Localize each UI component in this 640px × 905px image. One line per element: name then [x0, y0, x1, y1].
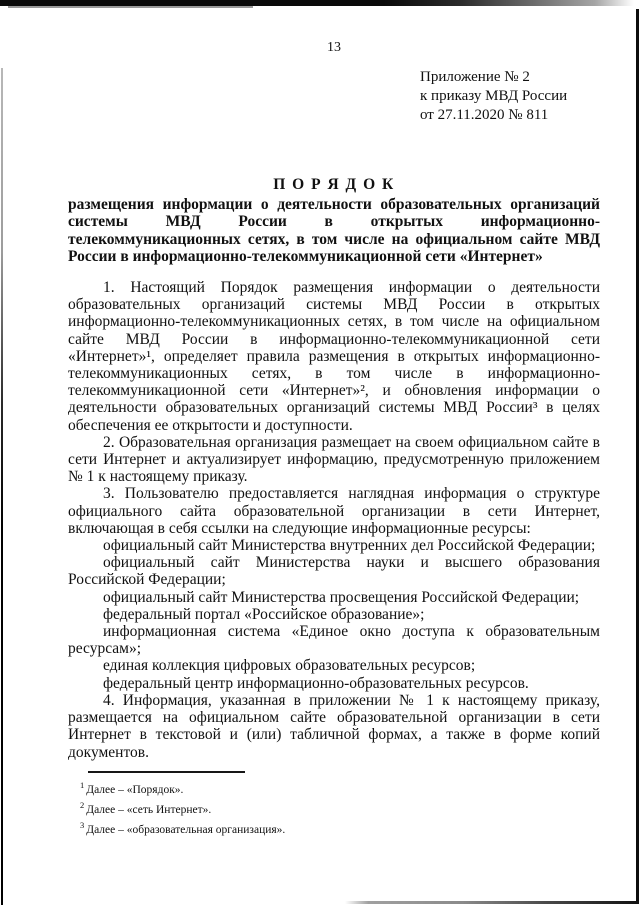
- list-item-resource: официальный сайт Министерства внутренних дел Российской Федерации;: [103, 537, 596, 555]
- footnote-3: [80, 818, 600, 838]
- list-item-resource: информационная система «Единое окно доступа к образовательным ресурсам»;: [68, 623, 600, 658]
- list-item-resource: единая коллекция цифровых образовательных ресурсов;: [103, 657, 476, 675]
- annex-header-line: Приложение № 2: [420, 69, 530, 85]
- paragraph-2: 2. Образовательная организация размещает на своем официальном сайте в сети Интернет и актуализирует информацию, предусмотренную приложением № 1 к настоящему приказу.: [68, 433, 600, 486]
- paragraph-3: 3. Пользователю предоставляется наглядная информация о структуре официального сайта образовательной организации в сети Интернет, включающая в себя ссылки на следующие информационные ресурсы:: [68, 485, 600, 537]
- footnote-block: [68, 771, 600, 839]
- footnote-marker: 2: [80, 800, 85, 811]
- page-number: 13: [327, 40, 341, 55]
- list-item-resource: федеральный центр информационно-образовательных ресурсов.: [103, 674, 529, 692]
- annex-header-line: от 27.11.2020 № 811: [420, 107, 549, 123]
- document-title: П О Р Я Д О К: [273, 176, 395, 193]
- paragraph-1: 1. Настоящий Порядок размещения информации о деятельности образовательных организаций системы МВД России в открытых информационно-телекоммуникационных сетях, в том числе на официальном сайте МВД России в информационно-телекоммуникационной сети «Интернет»¹, определяет правила размещения в открытых информационно-телекоммуникационных сетях, в том числе в информационно-телекоммуникационной сети «Интернет»², и обновления информации о деятельности образовательных организаций системы МВД России³ в целях обеспечения ее открытости и доступности.: [68, 279, 600, 434]
- list-item-resource: федеральный портал «Российское образование»;: [103, 605, 425, 623]
- scan-border-left: [1, 68, 3, 905]
- scan-border-bottom: [345, 901, 639, 904]
- document-subtitle: размещения информации о деятельности образовательных организаций системы МВД России в открытых информационно-телекоммуникационных сетях, в том числе на официальном сайте МВД России в информационно-телекоммуникационной сети «Интернет»: [68, 196, 600, 265]
- scan-border-top-shadow: [8, 6, 253, 8]
- footnote-1: [80, 778, 600, 798]
- paragraph-4: 4. Информация, указанная в приложении № 1 к настоящему приказу, размещается на официальном сайте образовательной организации в сети Интернет в текстовой и (или) табличной формах, а также в форме копий документов.: [68, 691, 600, 761]
- footnote-text: Далее – «образовательная организация».: [86, 824, 286, 837]
- footnote-2: [80, 798, 600, 818]
- list-item-resource: официальный сайт Министерства науки и высшего образования Российской Федерации;: [68, 554, 600, 589]
- list-item-resource: официальный сайт Министерства просвещения Российской Федерации;: [103, 588, 580, 606]
- annex-header-line: к приказу МВД России: [420, 88, 568, 104]
- scan-border-right: [636, 9, 639, 903]
- footnote-marker: 1: [80, 779, 85, 790]
- document-body: [68, 176, 600, 839]
- footnote-text: Далее – «сеть Интернет».: [86, 803, 212, 816]
- footnote-separator: [88, 771, 245, 773]
- footnote-marker: 3: [80, 820, 85, 831]
- annex-header: [420, 68, 567, 125]
- footnote-text: Далее – «Порядок».: [86, 783, 184, 796]
